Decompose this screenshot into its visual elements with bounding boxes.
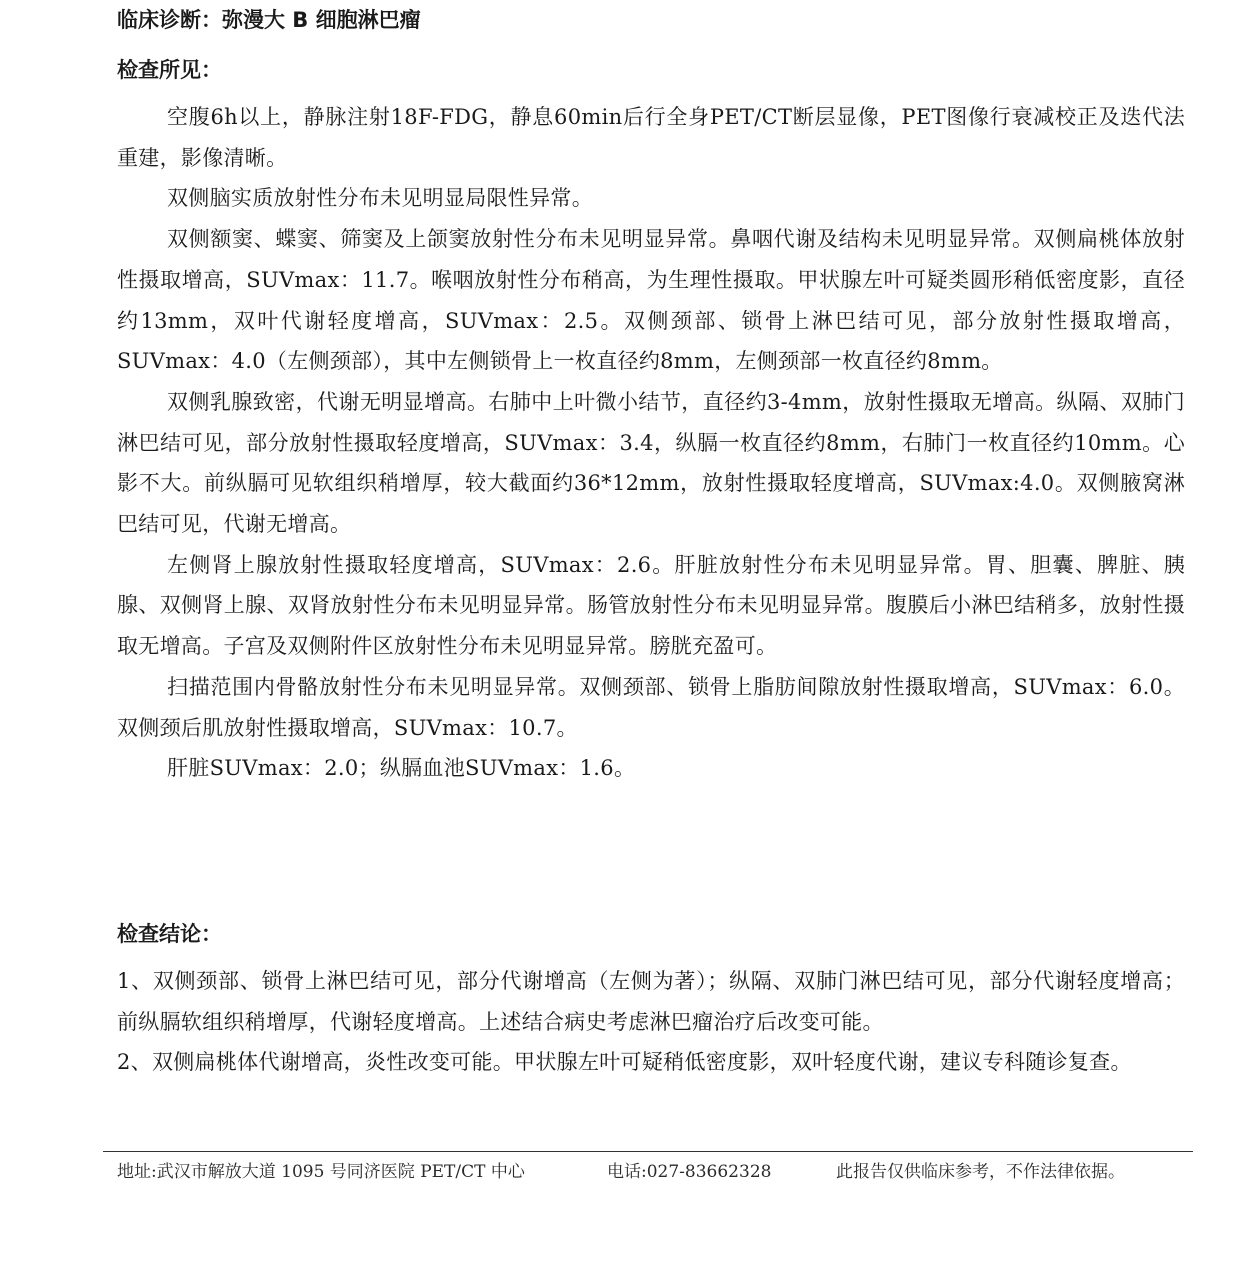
footer-address: 地址:武汉市解放大道 1095 号同济医院 PET/CT 中心 — [117, 1162, 525, 1182]
conclusion-item: 1、双侧颈部、锁骨上淋巴结可见，部分代谢增高（左侧为著）；纵隔、双肺门淋巴结可见，部分代谢轻度增高；前纵膈软组织稍增厚，代谢轻度增高。上述结合病史考虑淋巴瘤治疗后改变可能。 — [117, 969, 1185, 1034]
findings-section — [117, 97, 1185, 789]
findings-paragraph: 左侧肾上腺放射性摄取轻度增高，SUVmax：2.6。肝脏放射性分布未见明显异常。胃、胆囊、脾脏、胰腺、双侧肾上腺、双肾放射性分布未见明显异常。肠管放射性分布未见明显异常。腹膜后小淋巴结稍多，放射性摄取无增高。子宫及双侧附件区放射性分布未见明显异常。膀胱充盈可。 — [117, 552, 1185, 659]
conclusion-item: 2、双侧扁桃体代谢增高，炎性改变可能。甲状腺左叶可疑稍低密度影，双叶轻度代谢，建议专科随诊复查。 — [117, 1050, 1132, 1075]
findings-paragraph: 扫描范围内骨骼放射性分布未见明显异常。双侧颈部、锁骨上脂肪间隙放射性摄取增高，SUVmax：6.0。双侧颈后肌放射性摄取增高，SUVmax：10.7。 — [117, 674, 1185, 740]
findings-paragraph: 双侧脑实质放射性分布未见明显局限性异常。 — [167, 186, 593, 211]
findings-paragraph: 空腹6h以上，静脉注射18F-FDG，静息60min后行全身PET/CT断层显像，PET图像行衰减校正及迭代法重建，影像清晰。 — [117, 105, 1185, 170]
clinical-diagnosis: 临床诊断：弥漫大 B 细胞淋巴瘤 — [117, 8, 421, 32]
conclusion-heading: 检查结论： — [117, 922, 222, 946]
findings-paragraph: 肝脏SUVmax：2.0；纵膈血池SUVmax：1.6。 — [167, 756, 636, 781]
conclusion-section — [117, 961, 1185, 1083]
findings-paragraph: 双侧额窦、蝶窦、筛窦及上颌窦放射性分布未见明显异常。鼻咽代谢及结构未见明显异常。双侧扁桃体放射性摄取增高，SUVmax：11.7。喉咽放射性分布稍高，为生理性摄取。甲状腺左叶可疑类圆形稍低密度影，直径约13mm，双叶代谢轻度增高，SUVmax：2.5。双侧颈部、锁骨上淋巴结可见，部分放射性摄取增高，SUVmax：4.0（左侧颈部），其中左侧锁骨上一枚直径约8mm，左侧颈部一枚直径约8mm。 — [117, 227, 1185, 374]
footer-phone: 电话:027-83662328 — [607, 1162, 772, 1182]
findings-heading: 检查所见： — [117, 58, 222, 82]
findings-paragraph: 双侧乳腺致密，代谢无明显增高。右肺中上叶微小结节，直径约3-4mm，放射性摄取无增高。纵隔、双肺门淋巴结可见，部分放射性摄取轻度增高，SUVmax：3.4，纵膈一枚直径约8mm，右肺门一枚直径约10mm。心影不大。前纵膈可见软组织稍增厚，较大截面约36*12mm，放射性摄取轻度增高，SUVmax:4.0。双侧腋窝淋巴结可见，代谢无增高。 — [117, 389, 1185, 537]
footer-divider — [103, 1151, 1193, 1152]
footer-disclaimer: 此报告仅供临床参考，不作法律依据。 — [836, 1162, 1125, 1182]
